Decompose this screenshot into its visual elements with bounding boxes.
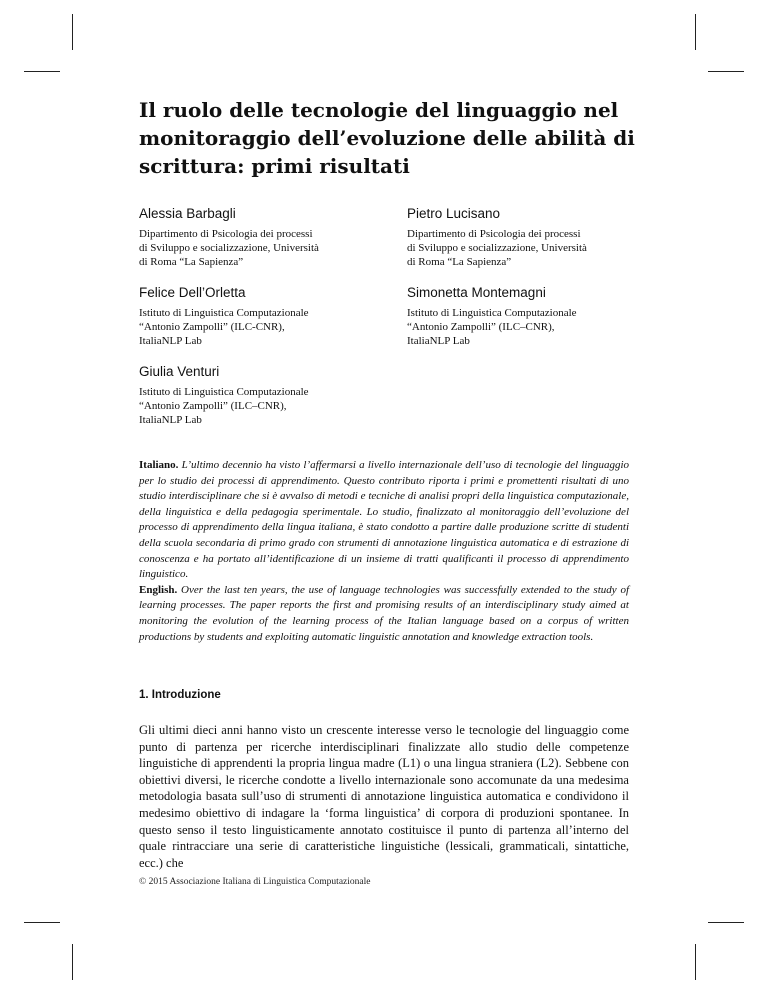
abstract-english-label: English. <box>139 583 178 596</box>
author-block <box>139 284 371 348</box>
author-name: Simonetta Montemagni <box>407 285 546 300</box>
crop-mark <box>24 71 60 72</box>
section-body-text: Gli ultimi dieci anni hanno visto un crescente interesse verso le tecnologie del linguaggio come punto di partenza per ricerche interdisciplinari finalizzate allo studio delle competenze linguistiche di apprendenti la propria lingua madre (L1) o una lingua straniera (L2). Sebbene con obiettivi diversi, le ricerche condotte a livello internazionale sono accomunate da una medesima metodologia basata sull’uso di strumenti di annotazione linguistica automatica e condividono il medesimo obiettivo di indagare la ‘forma linguistica’ di corpora di produzioni spontanee. In questo senso il testo linguisticamente annotato costituisce il punto di partenza all’interno del quale rintracciare una serie di caratteristiche linguistiche (lessicali, grammaticali, sintattiche, ecc.) che <box>139 723 629 870</box>
section-heading: 1. Introduzione <box>139 689 221 701</box>
crop-mark <box>708 71 744 72</box>
author-block <box>139 205 371 269</box>
abstract-italian <box>139 458 629 583</box>
author-name: Pietro Lucisano <box>407 206 501 221</box>
crop-mark <box>24 922 60 923</box>
author-block <box>407 284 639 348</box>
author-affiliation: Dipartimento di Psicologia dei processi di Sviluppo e socializzazione, Università di Roma “La Sapienza” <box>139 228 319 268</box>
author-affiliation: Dipartimento di Psicologia dei processi di Sviluppo e socializzazione, Università di Roma “La Sapienza” <box>407 228 587 268</box>
author-affiliation: Istituto di Linguistica Computazionale “Antonio Zampolli” (ILC–CNR), ItaliaNLP Lab <box>139 386 309 426</box>
abstract-english-text: Over the last ten years, the use of language technologies was successfully extended to the study of learning processes. The paper reports the first and promising results of an interdisciplinary study aimed at monitoring the evolution of the learning process of the Italian language based on a corpus of written productions by students and exploiting automatic linguistic annotation and knowledge extraction tools. <box>139 583 629 643</box>
author-block <box>407 205 639 269</box>
author-block <box>139 363 371 427</box>
crop-mark <box>695 944 696 980</box>
author-affiliation: Istituto di Linguistica Computazionale “Antonio Zampolli” (ILC-CNR), ItaliaNLP Lab <box>139 307 309 347</box>
author-name: Felice Dell’Orletta <box>139 285 246 300</box>
page-title: Il ruolo delle tecnologie del linguaggio nel monitoraggio dell’evoluzione delle abilità di scrittura: primi risultati <box>139 98 635 178</box>
crop-mark <box>695 14 696 50</box>
author-affiliation: Istituto di Linguistica Computazionale “Antonio Zampolli” (ILC–CNR), ItaliaNLP Lab <box>407 307 577 347</box>
crop-mark <box>72 944 73 980</box>
crop-mark <box>708 922 744 923</box>
author-list <box>139 205 659 427</box>
copyright-footer: © 2015 Associazione Italiana di Linguistica Computazionale <box>139 877 371 887</box>
crop-mark <box>72 14 73 50</box>
author-name: Giulia Venturi <box>139 364 220 379</box>
abstract-english <box>139 583 629 645</box>
abstract <box>139 458 629 645</box>
abstract-italian-label: Italiano. <box>139 459 179 471</box>
abstract-italian-text: L’ultimo decennio ha visto l’affermarsi a livello internazionale dell’uso di tecnologie del linguaggio per lo studio dei processi di apprendimento. Questo contributo riporta i primi e promettenti risultati di uno studio interdisciplinare che si è avvalso di metodi e tecniche di analisi propri della linguistica computazionale, della linguistica e della pedagogia sperimentale. Lo studio, finalizzato al monitoraggio dell’evoluzione del processo di apprendimento della lingua italiana, è stato condotto a partire dalle produzione scritte di studenti della scuola secondaria di primo grado con strumenti di annotazione linguistica automatica e di estrazione di conoscenza e ha portato all’identificazione di un insieme di tratti qualificanti il processo di apprendimento linguistico. <box>139 459 629 581</box>
author-name: Alessia Barbagli <box>139 206 236 221</box>
